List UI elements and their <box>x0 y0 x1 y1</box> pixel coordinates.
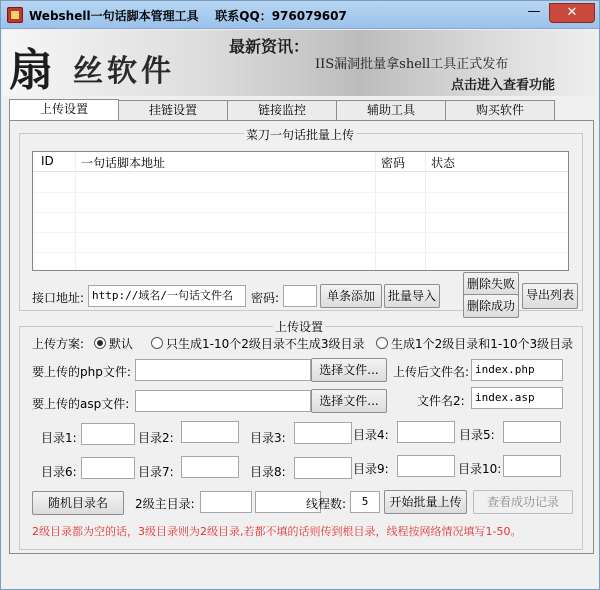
scheme-default-label[interactable]: 默认 <box>109 337 134 351</box>
php-file-label: 要上传的php文件: <box>32 365 131 379</box>
scheme-level2-only-label[interactable]: 只生成1-10个2级目录不生成3级目录 <box>166 337 365 351</box>
brand-banner <box>3 30 597 96</box>
asp-file-input[interactable] <box>135 390 311 412</box>
random-dir-button[interactable]: 随机目录名 <box>32 491 124 515</box>
dir9-input[interactable] <box>397 455 455 477</box>
news-body: IIS漏洞批量拿shell工具正式发布 <box>315 57 509 72</box>
export-list-button[interactable]: 导出列表 <box>522 283 578 309</box>
tab-strip <box>9 100 593 120</box>
delete-failed-button[interactable]: 删除失败 <box>463 272 519 296</box>
scheme-default-radio[interactable] <box>94 337 106 349</box>
window-title: Webshell一句话脚本管理工具 联系QQ：976079607 <box>29 9 347 23</box>
main-dir-input[interactable] <box>200 491 252 513</box>
dir3-label: 目录3: <box>250 431 286 445</box>
tab-upload-settings[interactable]: 上传设置 <box>9 99 119 120</box>
scheme-level3-label[interactable]: 生成1个2级目录和1-10个3级目录 <box>391 337 574 351</box>
asp-file-label: 要上传的asp文件: <box>32 397 130 411</box>
column-password[interactable]: 密码 <box>381 156 406 170</box>
column-status[interactable]: 状态 <box>431 156 456 170</box>
upload-warning: 2级目录都为空的话，3级目录则为2级目录,若都不填的话则传到根目录，线程按网络情况填写1-50。 <box>32 525 522 538</box>
tab-aux-tools[interactable]: 辅助工具 <box>336 100 446 120</box>
news-title: 最新资讯： <box>229 37 310 56</box>
tab-link-monitor[interactable]: 链接监控 <box>227 100 337 120</box>
scheme-level2-only-radio[interactable] <box>151 337 163 349</box>
scheme-label: 上传方案: <box>32 337 85 351</box>
dir7-label: 目录7: <box>138 465 174 479</box>
column-id[interactable]: ID <box>41 154 54 168</box>
view-success-button[interactable]: 查看成功记录 <box>473 490 573 514</box>
dir10-label: 目录10: <box>458 462 502 476</box>
endpoint-input[interactable]: http://域名/一句话文件名 <box>88 285 246 307</box>
dir3-input[interactable] <box>294 422 352 444</box>
upload-filename-label: 上传后文件名: <box>393 365 470 379</box>
start-upload-button[interactable]: 开始批量上传 <box>384 490 467 514</box>
batch-import-button[interactable]: 批量导入 <box>384 284 440 308</box>
title-bar[interactable] <box>1 1 599 29</box>
main-dir-label: 2级主目录: <box>135 497 195 511</box>
row-line <box>33 252 568 253</box>
logo-text: 丝软件 <box>73 54 175 89</box>
filename2-input[interactable]: index.asp <box>471 387 563 409</box>
delete-success-button[interactable]: 删除成功 <box>463 294 519 318</box>
tab-buy-software[interactable]: 购买软件 <box>445 100 555 120</box>
dir1-label: 目录1: <box>41 431 77 445</box>
news-link[interactable]: 点击进入查看功能 <box>451 78 556 93</box>
dir8-input[interactable] <box>294 457 352 479</box>
asp-browse-button[interactable]: 选择文件... <box>311 389 387 413</box>
dir2-label: 目录2: <box>138 431 174 445</box>
row-line <box>33 192 568 193</box>
minimize-button[interactable]: — <box>527 4 541 19</box>
close-button[interactable]: ✕ <box>549 3 595 23</box>
batch-upload-group-title: 菜刀一句话批量上传 <box>246 128 355 142</box>
column-url[interactable]: 一句话脚本地址 <box>81 156 166 170</box>
dir10-input[interactable] <box>503 455 561 477</box>
dir4-label: 目录4: <box>353 428 389 442</box>
password-label: 密码: <box>251 291 280 305</box>
tab-link-settings[interactable]: 挂链设置 <box>118 100 228 120</box>
dir2-input[interactable] <box>181 421 239 443</box>
add-single-button[interactable]: 单条添加 <box>320 284 382 308</box>
password-input[interactable] <box>283 285 317 307</box>
dir5-input[interactable] <box>503 421 561 443</box>
threads-label: 线程数: <box>306 497 347 511</box>
shell-list[interactable] <box>32 151 569 271</box>
dir9-label: 目录9: <box>353 462 389 476</box>
dir4-input[interactable] <box>397 421 455 443</box>
endpoint-label: 接口地址: <box>32 291 85 305</box>
logo-char: 扇 <box>9 45 53 96</box>
dir6-input[interactable] <box>81 457 135 479</box>
dir7-input[interactable] <box>181 456 239 478</box>
scheme-level3-radio[interactable] <box>376 337 388 349</box>
php-file-input[interactable] <box>135 359 311 381</box>
app-icon <box>7 7 23 23</box>
php-browse-button[interactable]: 选择文件... <box>311 358 387 382</box>
threads-input[interactable]: 5 <box>350 491 380 513</box>
row-line <box>33 212 568 213</box>
shell-list-header <box>33 152 568 172</box>
dir5-label: 目录5: <box>459 428 495 442</box>
dir1-input[interactable] <box>81 423 135 445</box>
upload-settings-group-title: 上传设置 <box>275 320 324 334</box>
row-line <box>33 232 568 233</box>
filename2-label: 文件名2: <box>417 394 465 408</box>
upload-filename-input[interactable]: index.php <box>471 359 563 381</box>
dir8-label: 目录8: <box>250 465 286 479</box>
dir6-label: 目录6: <box>41 465 77 479</box>
